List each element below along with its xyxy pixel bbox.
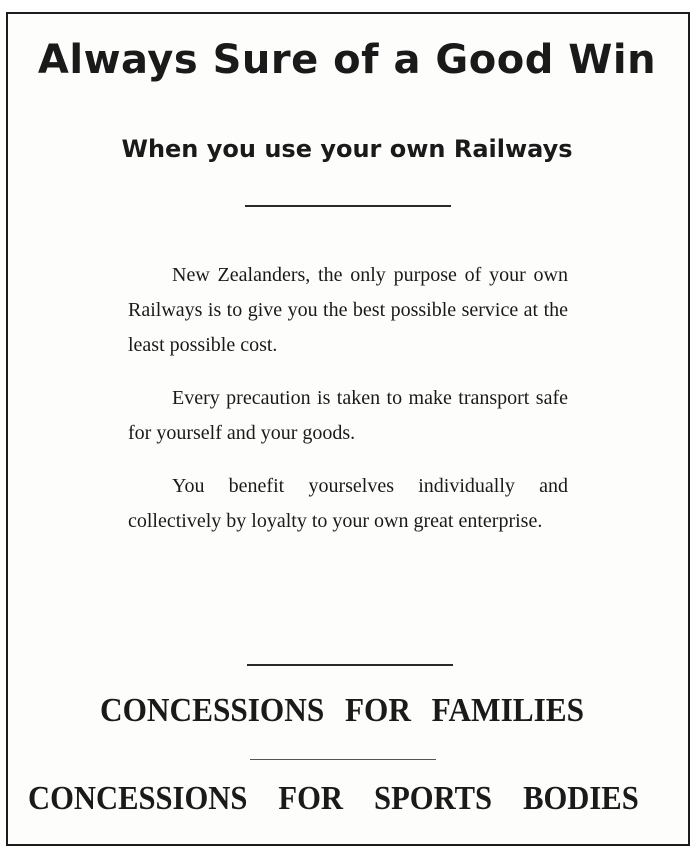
- divider-rule-middle: [247, 664, 453, 666]
- divider-rule-top: [245, 205, 451, 207]
- body-copy: [128, 258, 568, 557]
- paragraph-purpose: New Zealanders, the only purpose of your own Railways is to give you the best possible service at the least possible cost.: [128, 264, 568, 356]
- paragraph-loyalty: You benefit yourselves individually and collectively by loyalty to your own great enterprise.: [128, 475, 568, 532]
- divider-rule-bottom: [250, 759, 436, 760]
- concession-sports-bodies: CONCESSIONS FOR SPORTS BODIES: [28, 780, 639, 817]
- subheadline: When you use your own Railways: [121, 135, 573, 163]
- concession-families: CONCESSIONS FOR FAMILIES: [100, 692, 585, 729]
- headline: Always Sure of a Good Win: [37, 37, 657, 83]
- paragraph-precaution: Every precaution is taken to make transport safe for yourself and your goods.: [128, 387, 568, 444]
